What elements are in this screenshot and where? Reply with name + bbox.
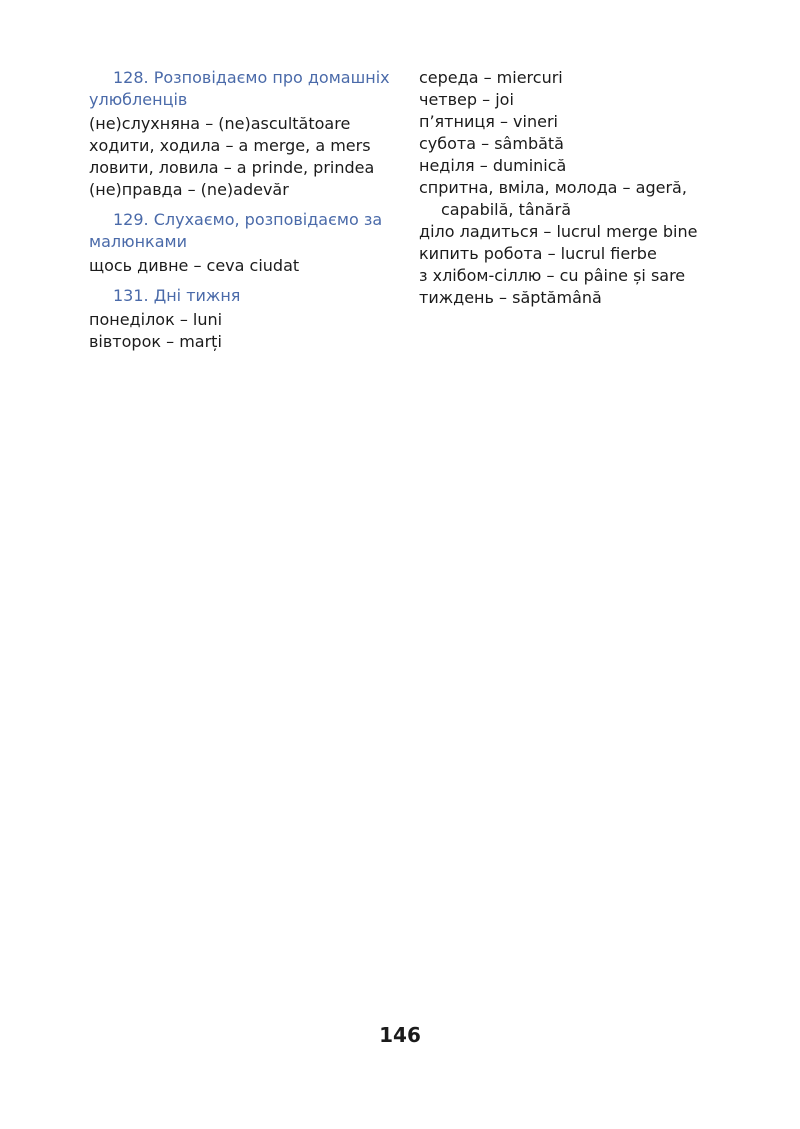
vocabulary-entry: (не)правда – (ne)adevăr: [89, 180, 289, 199]
vocabulary-entry: вівторок – marți: [89, 332, 222, 351]
vocabulary-entry: субота – sâmbătă: [419, 134, 564, 153]
page-number: 146: [379, 1023, 421, 1047]
vocabulary-entry: четвер – joi: [419, 90, 514, 109]
vocabulary-entry: (не)слухняна – (ne)ascultătoare: [89, 114, 351, 133]
section-heading-131: 131. Дні тижня: [113, 286, 241, 305]
vocabulary-entry: п’ятниця – vineri: [419, 112, 558, 131]
vocabulary-entry: щось дивне – ceva ciudat: [89, 256, 300, 275]
vocabulary-entry: середа – miercuri: [419, 68, 563, 87]
vocabulary-entry: спритна, вміла, молода – ageră,: [419, 178, 687, 197]
vocabulary-entry-continuation: capabilă, tânără: [441, 200, 571, 219]
vocabulary-entry: ходити, ходила – a merge, a mers: [89, 136, 371, 155]
left-column: [89, 67, 407, 353]
section-heading-129: 129. Слухаємо, розповідаємо за малюнками: [89, 210, 383, 251]
vocabulary-entry: понеділок – luni: [89, 310, 223, 329]
vocabulary-entry: тиждень – săptămână: [419, 288, 602, 307]
vocabulary-entry: з хлібом-сіллю – cu pâine și sare: [419, 266, 686, 285]
vocabulary-entry: ловити, ловила – a prinde, prindea: [89, 158, 375, 177]
vocabulary-entry: діло ладиться – lucrul merge bine: [419, 222, 698, 241]
right-column: [419, 67, 719, 309]
section-heading-128: 128. Розповідаємо про домашніх улюбленців: [89, 68, 390, 109]
vocabulary-entry: неділя – duminică: [419, 156, 567, 175]
vocabulary-entry: кипить робота – lucrul fierbe: [419, 244, 657, 263]
